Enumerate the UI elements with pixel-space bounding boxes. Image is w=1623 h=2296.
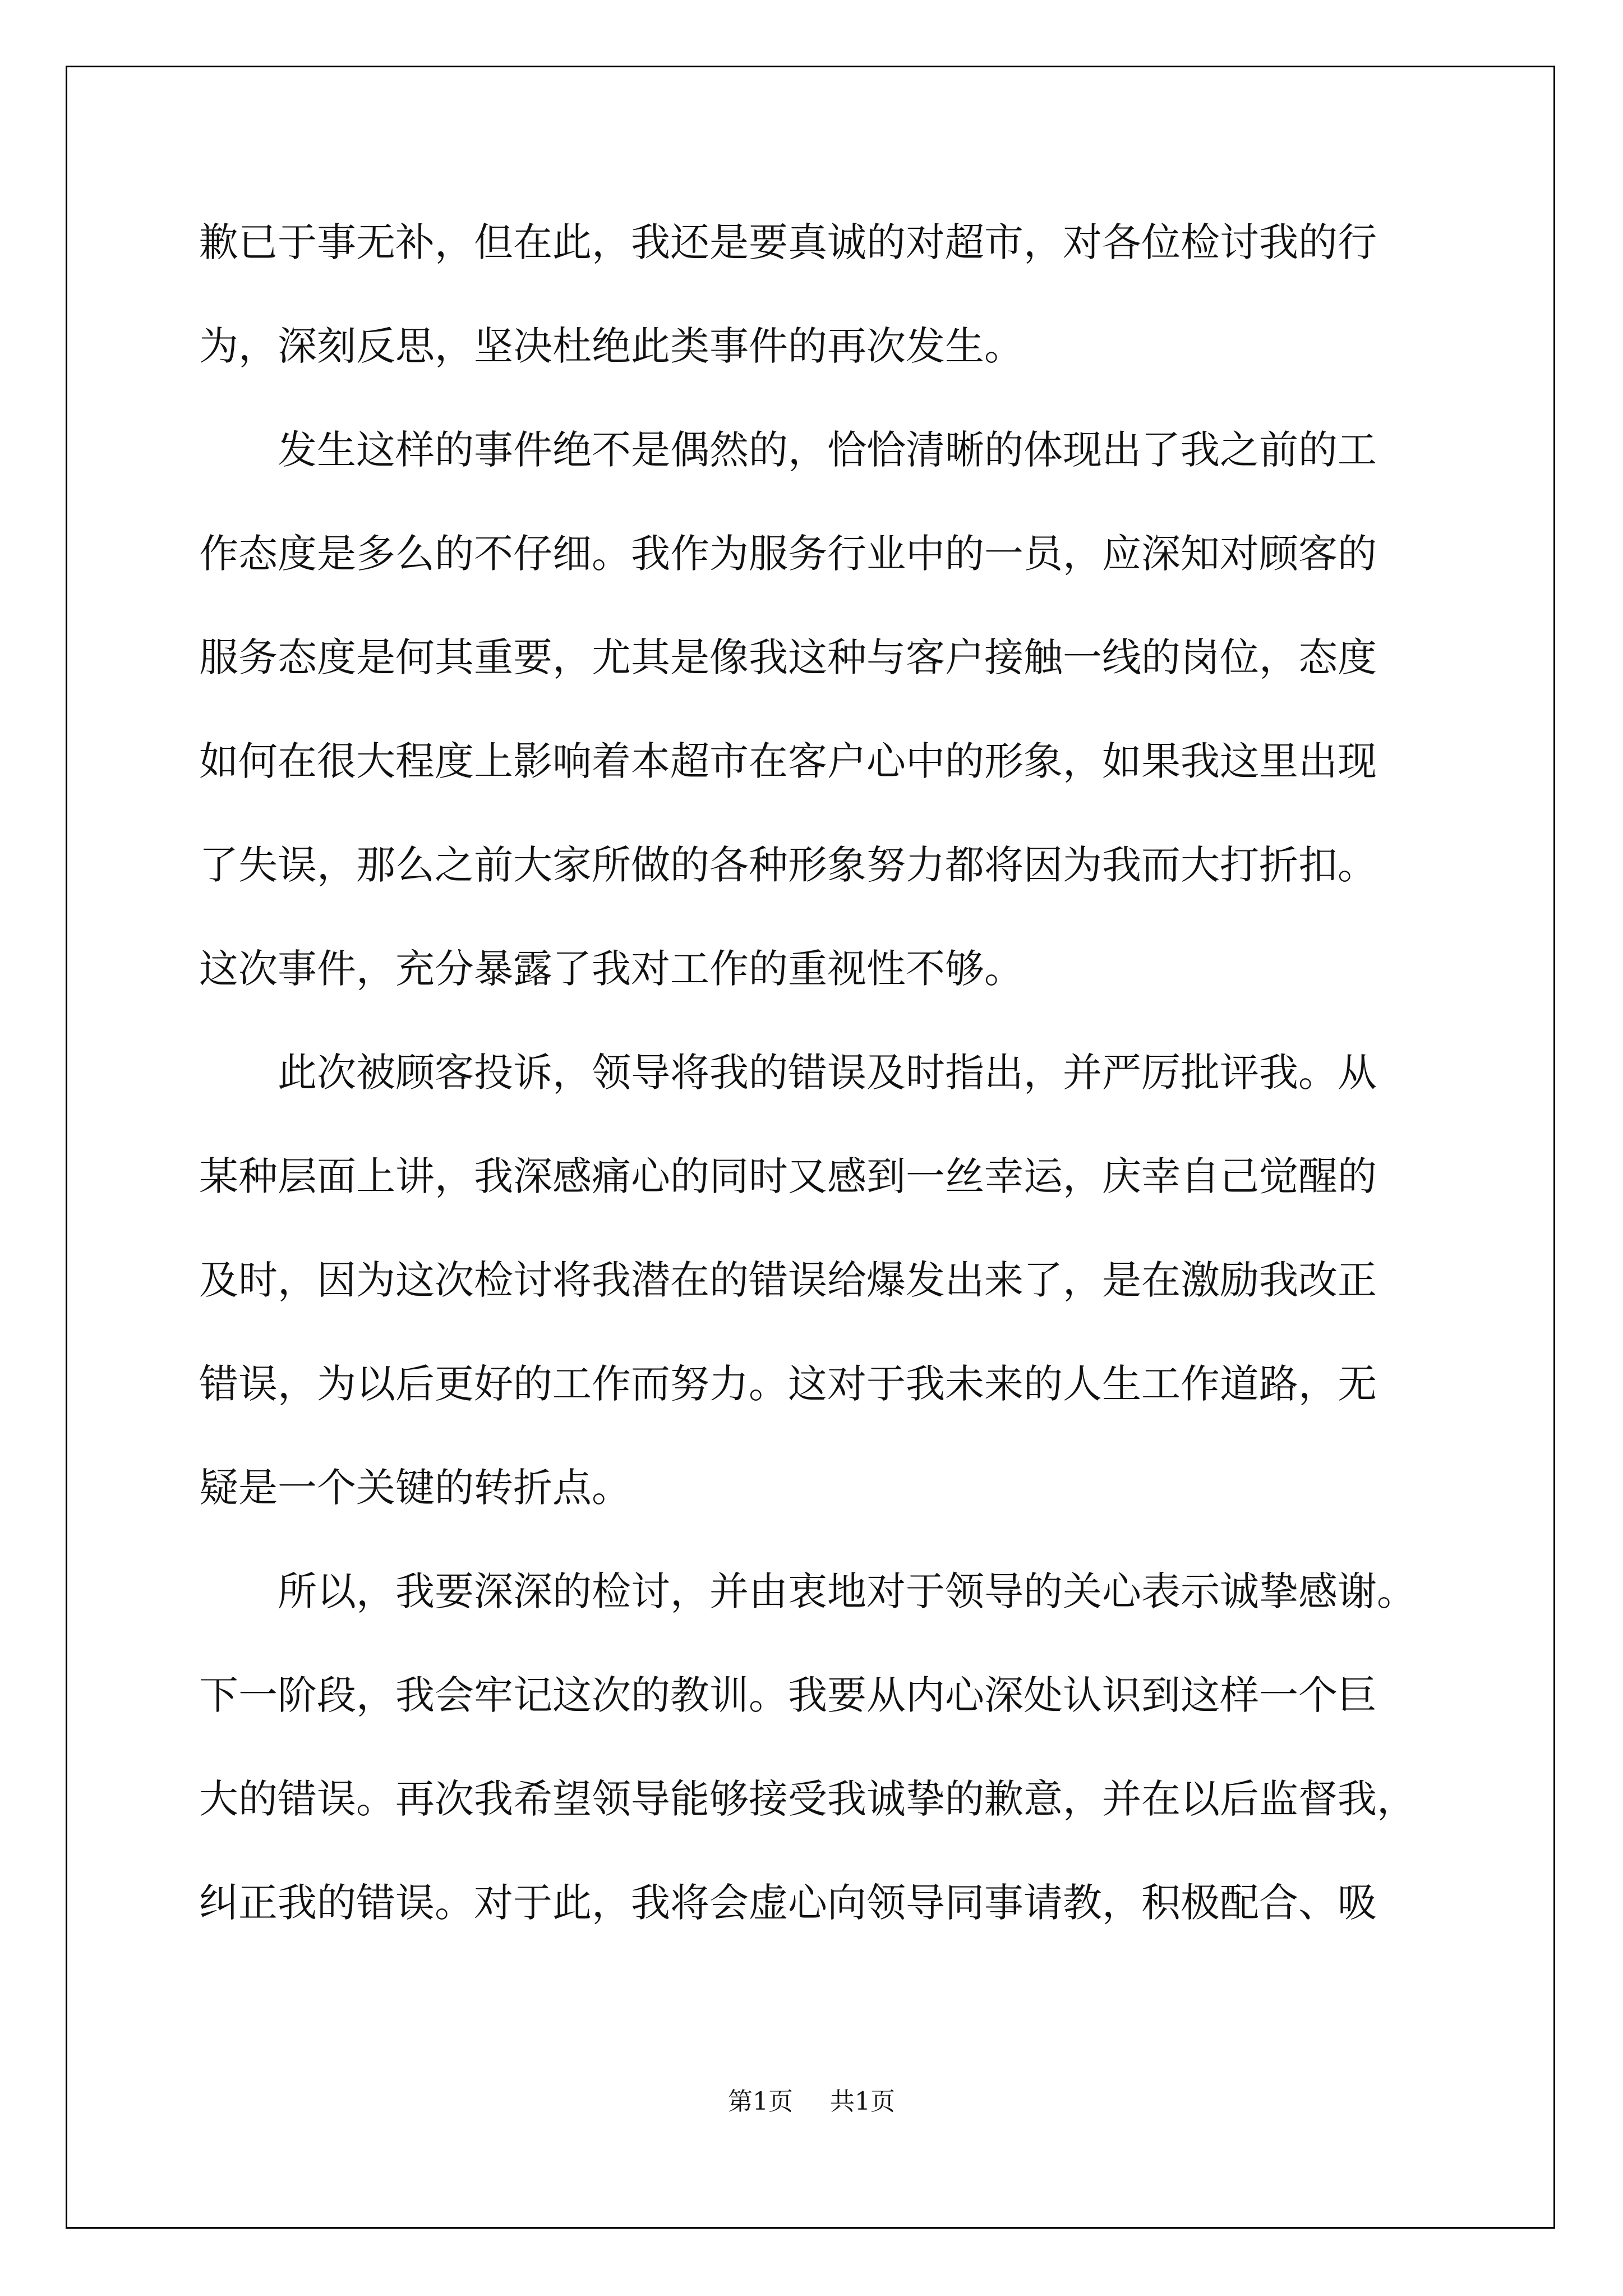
page-number: 第1页 <box>728 2087 793 2116</box>
text-line: 及时，因为这次检讨将我潜在的错误给爆发出来了，是在激励我改正 <box>199 1257 1377 1303</box>
text-line: 大的错误。再次我希望领导能够接受我诚挚的歉意，并在以后监督我， <box>199 1776 1416 1822</box>
text-line: 了失误，那么之前大家所做的各种形象努力都将因为我而大打折扣。 <box>199 842 1377 888</box>
page-total: 共1页 <box>830 2087 895 2116</box>
text-line: 如何在很大程度上影响着本超市在客户心中的形象，如果我这里出现 <box>199 738 1377 784</box>
text-line: 这次事件，充分暴露了我对工作的重视性不够。 <box>199 946 1023 992</box>
text-line: 错误，为以后更好的工作而努力。这对于我未来的人生工作道路，无 <box>199 1361 1377 1407</box>
text-line: 服务态度是何其重要，尤其是像我这种与客户接触一线的岗位，态度 <box>199 634 1377 680</box>
paragraph-first-line: 所以，我要深深的检讨，并由衷地对于领导的关心表示诚挚感谢。 <box>278 1568 1416 1614</box>
paragraph-first-line: 此次被顾客投诉，领导将我的错误及时指出，并严厉批评我。从 <box>278 1050 1377 1096</box>
text-line: 纠正我的错误。对于此，我将会虚心向领导同事请教，积极配合、吸 <box>199 1880 1377 1926</box>
page-footer <box>0 2081 1623 2117</box>
text-line: 歉已于事无补，但在此，我还是要真诚的对超市，对各位检讨我的行 <box>199 219 1377 265</box>
text-line: 某种层面上讲，我深感痛心的同时又感到一丝幸运，庆幸自己觉醒的 <box>199 1153 1377 1199</box>
text-line: 疑是一个关键的转折点。 <box>199 1465 631 1511</box>
paragraph-first-line: 发生这样的事件绝不是偶然的，恰恰清晰的体现出了我之前的工 <box>278 427 1377 473</box>
text-line: 为，深刻反思，坚决杜绝此类事件的再次发生。 <box>199 323 1023 369</box>
document-body <box>199 191 1433 1955</box>
text-line: 下一阶段，我会牢记这次的教训。我要从内心深处认识到这样一个巨 <box>199 1672 1377 1718</box>
text-line: 作态度是多么的不仔细。我作为服务行业中的一员，应深知对顾客的 <box>199 531 1377 577</box>
